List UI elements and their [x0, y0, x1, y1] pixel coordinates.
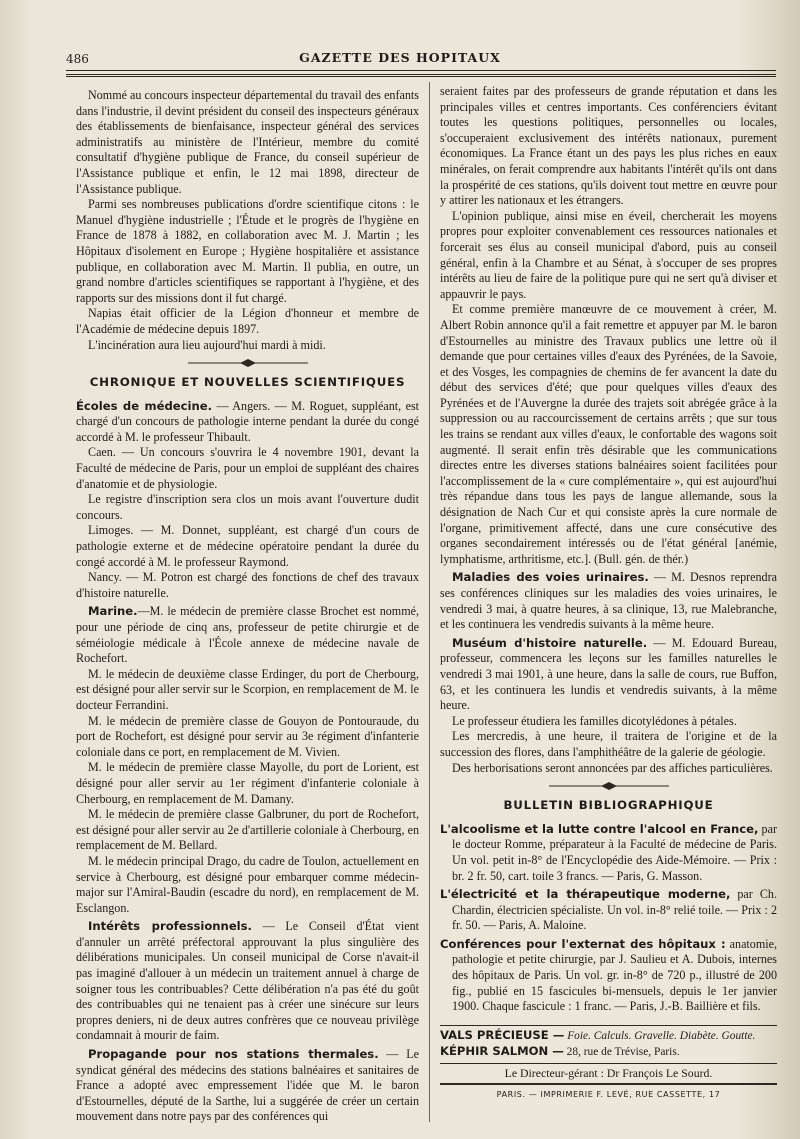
maladies-heading: Maladies des voies urinaires.: [452, 570, 649, 585]
marine-paragraph: M. le médecin principal Drago, du cadre de Toulon, actuellement en service à Cherbourg, est désigné pour embarquer comme médecin-major sur l'Amiral-Baudin (escadre du nord), en remplacement de M. Esclangon.: [76, 853, 419, 915]
interets-paragraph: Intérêts professionnels. — Le Conseil d'État vient d'annuler un arrêté préfectoral approuvant la plus singulière des délibérations municipales. Un conseil municipal de Corse n'avait-il pas imaginé d'allouer à un médecin un traitement annuel à charge de soigner tous les contribuables? Cette délibération n'a pas été du goût des contribuables qui ne tenaient pas à créer une sinécure sur leurs propres deniers, ni de deux autres confrères que ce nouveau privilège condamnait à mourir de faim.: [76, 919, 420, 1043]
right-column: [440, 84, 777, 1102]
header-rule: [66, 70, 776, 71]
printer-line: PARIS. — IMPRIMERIE F. LEVÉ, RUE CASSETTE, 17: [496, 1089, 721, 1099]
biblio-entry: L'électricité et la thérapeutique moderne, par Ch. Chardin, électricien spécialiste. Un vol. in-8° relié toile. — Prix : 2 fr. 50. — Paris, A. Maloine.: [440, 887, 777, 933]
ecoles-heading: Écoles de médecine.: [76, 398, 213, 413]
propagande-continued: Et comme première manœuvre de ce mouvement à créer, M. Albert Robin annonce qu'il a fait remettre et appuyer par M. le baron d'Estournelles au ministre des Travaux publics une lettre où il demande que pour certaines villes d'eaux des Pyrénées, de la Savoie, et des Vosges, les compagnies de chemins de fer avancent la date du début des services d'été; que pour quelques villes d'eaux des Pyrénées et de l'Auvergne la durée des trajets soit abrégée grâce à la suppression ou au raccourcissement de certains arrêts ; que sur tous les trains se rendant aux villes d'eaux, le confortable des wagons soit augmenté. Il serait enfin très désirable que les communications directes entre les diverses stations balnéaires soient facilitées pour l'accomplissement de la « cure complémentaire », qui est aujourd'hui très répandue dans tous les pays de langue allemande, sous la désignation de Nach Cur et qui consiste après la cure normale de l'organe, primitivement affecté, dans une cure consécutive des organes secondairement intéressés ou de l'état général [anémie, lymphatisme, arthritisme, etc.]. (Bull. gén. de thér.): [440, 302, 777, 566]
interets-heading: Intérêts professionnels.: [88, 919, 252, 934]
marine-paragraph: M. le médecin de deuxième classe Erdinger, du port de Cherbourg, est désigné pour aller servir sur le Scorpion, en remplacement de M. le docteur Ferrandini.: [76, 666, 419, 712]
page-number: 486: [66, 52, 89, 66]
marine-paragraph: M. le médecin de première classe Mayolle, du port de Lorient, est désigné pour aller servir au 1er régiment d'infanterie coloniale à Cherbourg, en remplacement de M. Damany.: [76, 760, 419, 806]
biblio-entry: Conférences pour l'externat des hôpitaux : anatomie, pathologie et petite chirurgie, par J. Saulieu et A. Dubois, internes des hôpitaux de Paris. Un vol. gr. in-8° de 720 p., illustré de 200 fig., publié en 15 fascicules bi-mensuels, depuis le 1er janvier 1900. Chaque fascicule : 1 franc. — Paris, J.-B. Baillière et fils.: [440, 936, 777, 1014]
left-column: [76, 88, 419, 1125]
kephir-ad: KÉPHIR SALMON — 28, rue de Trévise, Paris.: [440, 1043, 680, 1058]
vals-ad: VALS PRÉCIEUSE — Foie. Calculs. Gravelle. Diabète. Goutte.: [440, 1027, 756, 1042]
ecoles-paragraph: Écoles de médecine. — Angers. — M. Roguet, suppléant, est chargé d'un concours de pathologie interne pendant la durée du congé accordé à M. le professeur Thibault.: [76, 398, 420, 444]
museum-paragraph: Le professeur étudiera les familles dicotylédones à pétales.: [452, 713, 737, 728]
bulletin-heading: BULLETIN BIBLIOGRAPHIQUE: [503, 798, 714, 813]
advertisement-block: [440, 1025, 777, 1102]
ornament-divider: [440, 780, 777, 794]
maladies-paragraph: Maladies des voies urinaires. — M. Desnos reprendra ses conférences cliniques sur les maladies des voies urinaires, le vendredi 3 mai, à quatre heures, à sa clinique, 13, rue Malebranche, et les continuera les vendredis suivants à la même heure.: [440, 570, 777, 632]
marine-heading: Marine.: [88, 604, 138, 619]
marine-paragraph: M. le médecin de première classe Galbruner, du port de Rochefort, est désigné pour aller servir au 2e d'artillerie coloniale à Cherbourg, en remplacement de M. Bellard.: [76, 807, 419, 853]
ad-rule: [440, 1025, 777, 1026]
bio-paragraph: Nommé au concours inspecteur départemental du travail des enfants dans l'industrie, il devint président du conseil des inspecteurs généraux des établissements de bienfaisance, inspecteur général des services administratifs au ministère de l'Intérieur, membre du comité consultatif d'hygiène publique de France, du conseil supérieur de l'Assistance publique et enfin, le 12 mai 1898, directeur de l'Assistance publique.: [76, 88, 419, 196]
museum-paragraph: Les mercredis, à une heure, il traitera de l'origine et de la succession des flores, dans l'amphithéâtre de la galerie de géologie.: [440, 729, 777, 759]
director-line: Le Directeur-gérant : Dr François Le Sourd.: [504, 1065, 713, 1080]
propagande-continued: L'opinion publique, ainsi mise en éveil, chercherait les moyens propres pour exploiter convenablement ces ressources nationales et forcerait ses élus au conseil municipal d'abord, puis au conseil général, enfin à la Chambre et au Sénat, à s'occuper de ses propres intérêts au lieu de faire de la politique pure qui ne sert qu'à diviser et appauvrir le pays.: [440, 208, 777, 301]
marine-paragraph: M. le médecin de première classe de Gouyon de Pontouraude, du port de Rochefort, est désigné pour servir au 3e régiment d'infanterie coloniale dans ce port, en remplacement de M. Vivien.: [76, 713, 419, 759]
ecoles-paragraph: Le registre d'inscription sera clos un mois avant l'ouverture dudit concours.: [76, 492, 419, 522]
museum-paragraph: Muséum d'histoire naturelle. — M. Edouard Bureau, professeur, commencera les leçons sur les familles naturelles le vendredi 3 mai 1901, à une heure, dans la salle de cours, rue Buffon, 63, et les continuera les lundis et vendredis suivants, à la même heure.: [440, 635, 777, 713]
column-separator: [429, 82, 430, 1122]
director-rule: [440, 1083, 777, 1085]
museum-heading: Muséum d'histoire naturelle.: [452, 635, 648, 650]
propagande-heading: Propagande pour nos stations thermales.: [88, 1047, 379, 1062]
header-double-rule: [66, 74, 776, 77]
chronique-heading: CHRONIQUE ET NOUVELLES SCIENTIFIQUES: [89, 375, 406, 390]
museum-paragraph: Des herborisations seront annoncées par des affiches particulières.: [452, 760, 773, 775]
bio-paragraph: Parmi ses nombreuses publications d'ordre scientifique citons : le Manuel d'hygiène industrielle ; l'Étude et le progrès de l'hygiène en France de 1878 à 1882, en collaboration avec M. J. Martin ; les Hôpitaux d'isolement en Europe ; Hygiène hospitalière et assistance publique, en collaboration avec M. Martin. Il publia, en outre, un grand nombre d'articles scientifiques se rapportant à l'hygiène, et des rapports sur des missions dont il fut chargé.: [76, 197, 419, 305]
marine-paragraph: Marine.—M. le médecin de première classe Brochet est nommé, pour une période de cinq ans, professeur de petite chirurgie et de séméiologie médicale à l'École annexe de médecine navale de Rochefort.: [76, 604, 419, 666]
ecoles-paragraph: Limoges. — M. Donnet, suppléant, est chargé d'un cours de pathologie externe et de médecine opératoire pendant la durée du congé accordé à M. le professeur Raymond.: [76, 523, 419, 569]
ad-rule: [440, 1063, 777, 1064]
ecoles-paragraph: Nancy. — M. Potron est chargé des fonctions de chef des travaux d'histoire naturelle.: [76, 570, 419, 600]
journal-title: GAZETTE DES HOPITAUX: [299, 50, 501, 65]
bio-paragraph: Napias était officier de la Légion d'honneur et membre de l'Académie de médecine depuis 1897.: [76, 306, 419, 336]
biblio-entry: L'alcoolisme et la lutte contre l'alcool en France, par le docteur Romme, préparateur à la Faculté de médecine de Paris. Un vol. petit in-8° de l'Encyclopédie des Aide-Mémoire. — Prix : br. 2 fr. 50, cart. toile 3 francs. — Paris, G. Masson.: [440, 821, 777, 883]
ecoles-paragraph: Caen. — Un concours s'ouvrira le 4 novembre 1901, devant la Faculté de médecine de Paris, pour un emploi de suppléant des chaires d'anatomie et de physiologie.: [76, 445, 419, 491]
propagande-paragraph: Propagande pour nos stations thermales. — Le syndicat général des médecins des stations balnéaires et sanitaires de France a adopté avec empressement l'idée que M. le baron d'Estournelles, député de la Sarthe, lui a suggérée de créer un certain mouvement dans notre pays par des conférences qui: [76, 1047, 419, 1124]
bio-paragraph: L'incinération aura lieu aujourd'hui mardi à midi.: [88, 337, 326, 352]
propagande-continued: seraient faites par des professeurs de grande réputation et dans les principales villes et centres importants. Ces conférenciers évitant toutes les questions politiques, personnelles ou locales, s'occuperaient exclusivement des intérêts nationaux, purement économiques. La France étant un des pays les plus riches en eaux minérales, on ferait comprendre aux habitants l'intérêt qu'ils ont dans la prospérité de ces stations, qu'ils doivent tout mettre en œuvre pour y attirer les nationaux et les étrangers.: [440, 84, 777, 208]
ornament-divider: [76, 357, 419, 371]
